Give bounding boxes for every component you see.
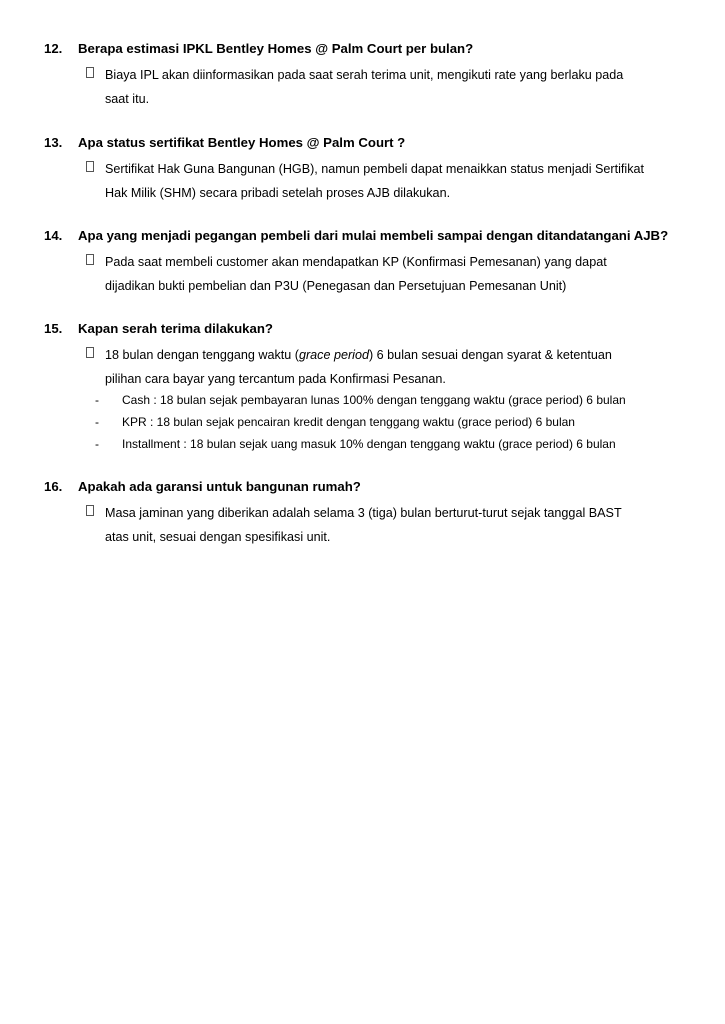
sub-item-text: KPR : 18 bulan sejak pencairan kredit dengan tenggang waktu (grace period) 6 bulan [122, 415, 575, 429]
answer-text [105, 64, 685, 111]
dash-bullet: - [95, 393, 99, 407]
question-text: Apa status sertifikat Bentley Homes @ Palm Court ? [78, 135, 406, 150]
answer-line: Sertifikat Hak Guna Bangunan (HGB), namun pembeli dapat menaikkan status menjadi Sertifikat [105, 162, 645, 176]
question-number: 12. [44, 41, 63, 56]
answer-line: Masa jaminan yang diberikan adalah selama 3 (tiga) bulan berturut-turut sejak tanggal BAST [105, 506, 622, 520]
sub-item-text: Cash : 18 bulan sejak pembayaran lunas 100% dengan tenggang waktu (grace period) 6 bulan [122, 393, 626, 407]
dash-bullet: - [95, 415, 99, 429]
question-number: 14. [44, 228, 63, 243]
dash-bullet: - [95, 437, 99, 451]
answer-line: dijadikan bukti pembelian dan P3U (Penegasan dan Persetujuan Pemesanan Unit) [105, 278, 567, 293]
answer-text-part: 18 bulan dengan tenggang waktu ( [105, 348, 299, 362]
answer-line: atas unit, sesuai dengan spesifikasi unit. [105, 529, 331, 544]
answer-line: Hak Milik (SHM) secara pribadi setelah proses AJB dilakukan. [105, 185, 451, 200]
answer-text [105, 158, 685, 205]
answer-line: Biaya IPL akan diinformasikan pada saat serah terima unit, mengikuti rate yang berlaku pada [105, 68, 624, 82]
answer-text [105, 502, 685, 549]
question-text: Apa yang menjadi pegangan pembeli dari mulai membeli sampai dengan ditandatangani AJB? [78, 228, 669, 243]
question-text: Apakah ada garansi untuk bangunan rumah? [78, 479, 361, 494]
question-text: Kapan serah terima dilakukan? [78, 321, 273, 336]
bullet-box-icon [86, 254, 94, 265]
answer-line: saat itu. [105, 91, 150, 106]
answer-italic-term: grace period [298, 348, 369, 362]
sub-item-text: Installment : 18 bulan sejak uang masuk 10% dengan tenggang waktu (grace period) 6 bulan [122, 437, 616, 451]
answer-line: Pada saat membeli customer akan mendapatkan KP (Konfirmasi Pemesanan) yang dapat [105, 255, 607, 269]
answer-text [105, 251, 685, 298]
bullet-box-icon [86, 161, 94, 172]
answer-line [105, 344, 685, 368]
question-number: 16. [44, 479, 63, 494]
answer-line: pilihan cara bayar yang tercantum pada Konfirmasi Pesanan. [105, 371, 446, 386]
answer-text-part: ) 6 bulan sesuai dengan syarat & ketentuan [368, 348, 612, 362]
bullet-box-icon [86, 67, 94, 78]
question-text: Berapa estimasi IPKL Bentley Homes @ Palm Court per bulan? [78, 41, 474, 56]
bullet-box-icon [86, 347, 94, 358]
question-number: 15. [44, 321, 63, 336]
bullet-box-icon [86, 505, 94, 516]
question-number: 13. [44, 135, 63, 150]
answer-text [105, 344, 685, 391]
